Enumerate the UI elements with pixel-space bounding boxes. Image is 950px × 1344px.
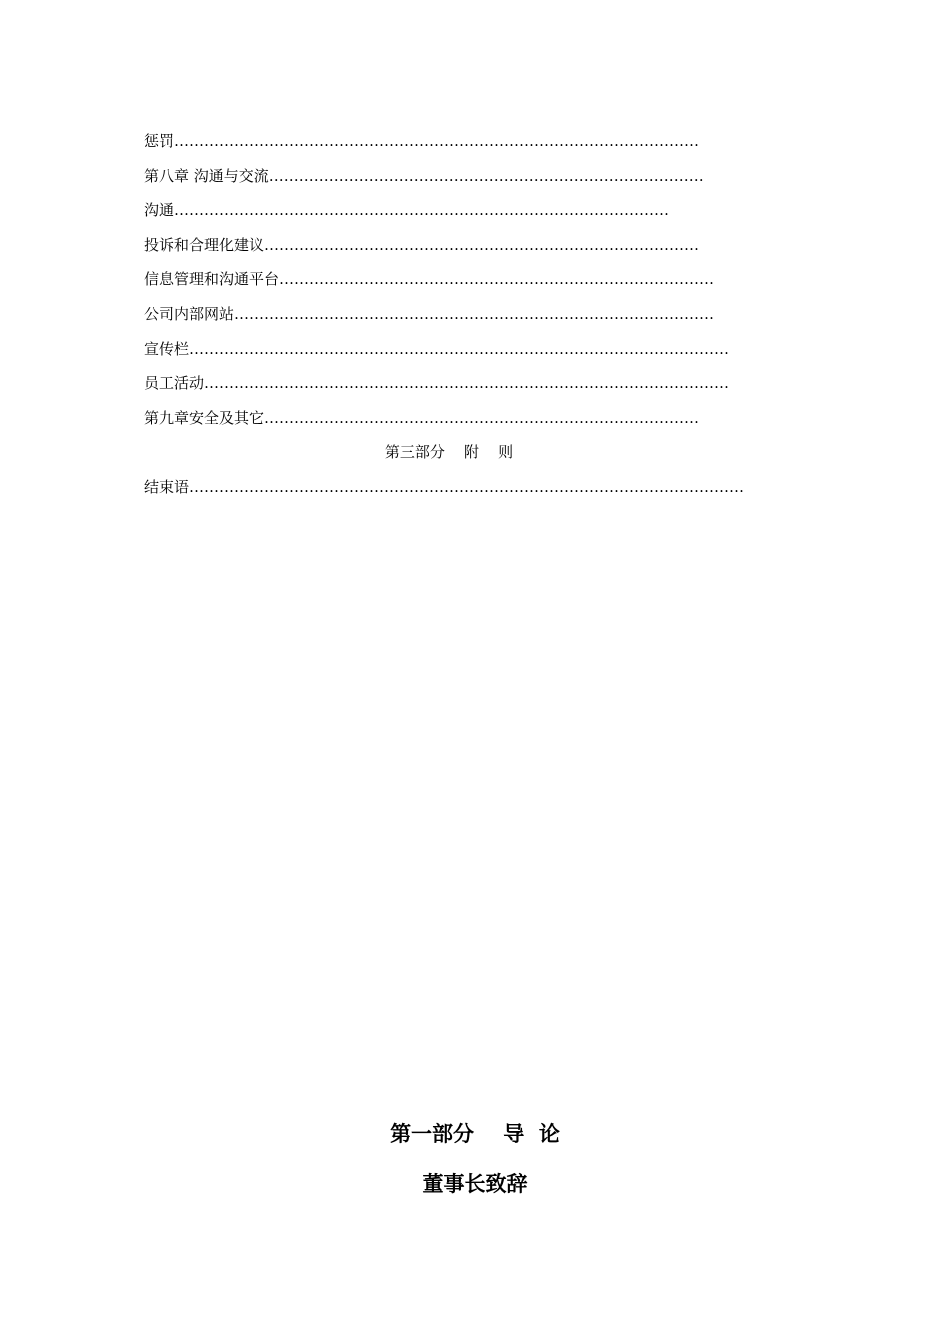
- toc-leader-dots: ……………………………………………………………………………: [279, 270, 715, 289]
- table-of-contents: [144, 128, 794, 509]
- toc-leader-dots: ………………………………………………………………………………………: [174, 201, 670, 220]
- toc-entry-closing: [144, 474, 794, 509]
- toc-entry-punishment: [144, 128, 794, 163]
- toc-entry-chapter-9: [144, 405, 794, 440]
- toc-entry-text: 第八章 沟通与交流: [144, 166, 269, 185]
- toc-entry-communication: [144, 197, 794, 232]
- toc-entry-text: 沟通: [144, 201, 175, 220]
- toc-entry-text: 投诉和合理化建议: [144, 235, 265, 254]
- toc-part-heading: 第三部分 附 则: [384, 443, 514, 462]
- toc-entry-chapter-8: [144, 163, 794, 198]
- toc-entry-bulletin-board: [144, 336, 794, 371]
- toc-entry-text: 宣传栏: [144, 339, 190, 358]
- chairman-speech-title: 董事长致辞: [422, 1171, 528, 1196]
- toc-entry-intranet: [144, 301, 794, 336]
- toc-leader-dots: …………………………………………………………………………………………………: [189, 477, 745, 496]
- part-title: 第一部分 导 论: [390, 1121, 560, 1146]
- toc-entry-text: 惩罚: [144, 132, 175, 150]
- toc-entry-text: 第九章安全及其它: [144, 408, 265, 427]
- toc-entry-text: 员工活动: [144, 374, 205, 393]
- toc-entry-text: 信息管理和沟通平台: [144, 270, 280, 289]
- toc-entry-complaints: [144, 232, 794, 267]
- toc-entry-text: 结束语: [144, 477, 190, 496]
- toc-leader-dots: ……………………………………………………………………………………………: [174, 132, 700, 150]
- toc-leader-dots: ……………………………………………………………………………………: [234, 304, 715, 323]
- toc-entry-info-platform: [144, 266, 794, 301]
- toc-entry-text: 公司内部网站: [144, 304, 235, 323]
- toc-leader-dots: ……………………………………………………………………………: [268, 166, 704, 185]
- toc-leader-dots: ……………………………………………………………………………: [264, 408, 700, 427]
- toc-leader-dots: ……………………………………………………………………………………………: [204, 374, 730, 393]
- toc-leader-dots: ……………………………………………………………………………: [264, 235, 700, 254]
- toc-leader-dots: ………………………………………………………………………………………………: [189, 339, 730, 358]
- toc-entry-staff-activities: [144, 370, 794, 405]
